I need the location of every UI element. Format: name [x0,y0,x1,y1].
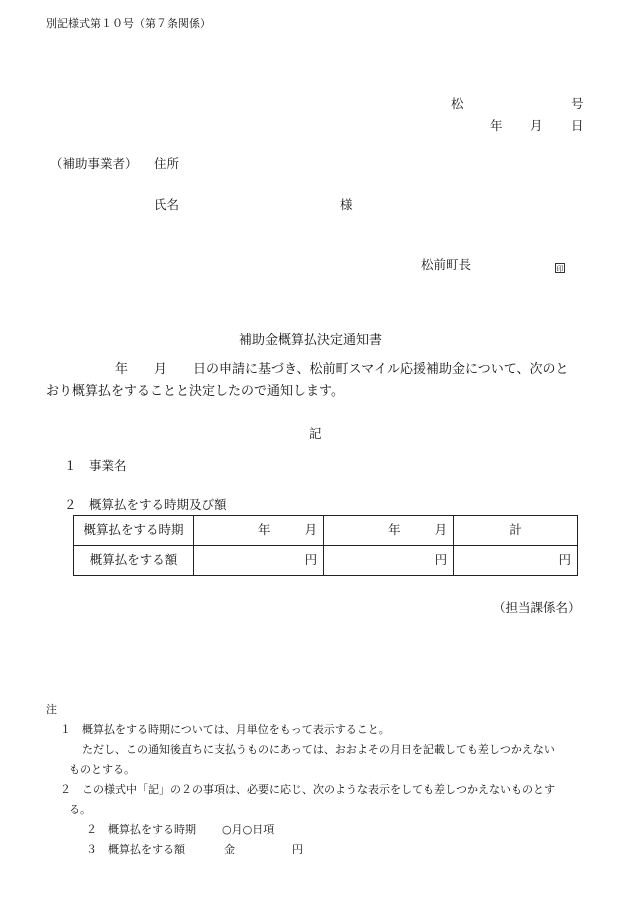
period-2-month: 月 [434,522,448,538]
note-1-continued: ただし、この通知後直ちに支払うものにあっては、おおよその月日を記載しても差しつかえない [82,743,555,756]
doc-number-prefix: 松 [451,96,464,111]
amount-cell-2: 円 [324,546,454,576]
name-label: 氏名 [154,197,180,212]
payment-table [73,515,578,576]
period-cell-1 [194,516,324,546]
example-1-value: ○月○日項 [222,823,275,836]
document-title: 補助金概算払決定通知書 [239,333,383,348]
item-1: １ 事業名 [64,458,127,473]
date-day: 日 [571,118,584,133]
contact-section: （担当課係名） [493,600,581,615]
seal-mark [555,261,565,274]
period-cell-2 [324,516,454,546]
date-month: 月 [530,118,543,133]
ki-mark: 記 [309,426,322,441]
amount-cell-1: 円 [194,546,324,576]
seal-icon: 印 [556,265,564,273]
period-1-month: 月 [304,522,318,538]
note-2-end: る。 [69,803,91,816]
table-row [74,516,578,546]
form-number: 別記様式第１０号（第７条関係） [46,17,211,30]
doc-number-suffix: 号 [571,96,584,111]
date-year: 年 [490,118,503,133]
item-2: ２ 概算払をする時期及び額 [64,497,227,512]
period-1-year: 年 [258,522,271,538]
address-label: 住所 [154,156,180,171]
note-1: １ 概算払をする時期については、月単位をもって表示すること。 [60,723,390,736]
period-2-year: 年 [388,522,401,538]
issuer-title: 松前町長 [421,257,472,272]
recipient-role: （補助事業者） [50,156,138,171]
note-2: ２ この様式中「記」の２の事項は、必要に応じ、次のような表示をしても差しつかえないものとす [60,783,555,796]
body-line-1: 年 月 日の申請に基づき、松前町スマイル応援補助金について、次のと [115,362,569,377]
example-2-suffix: 円 [292,843,303,856]
example-2-label: ３ 概算払をする額 [86,843,185,856]
honorific: 様 [340,197,353,212]
table-row [74,546,578,576]
notes-heading: 注 [46,703,57,716]
row-label-period: 概算払をする時期 [74,516,194,546]
example-2-prefix: 金 [224,843,235,856]
example-1-label: ２ 概算払をする時期 [86,823,196,836]
total-header: 計 [454,516,578,546]
row-label-amount: 概算払をする額 [74,546,194,576]
note-1-end: ものとする。 [69,763,135,776]
body-line-2: おり概算払をすることと決定したので通知します。 [46,384,344,399]
amount-cell-total: 円 [454,546,578,576]
